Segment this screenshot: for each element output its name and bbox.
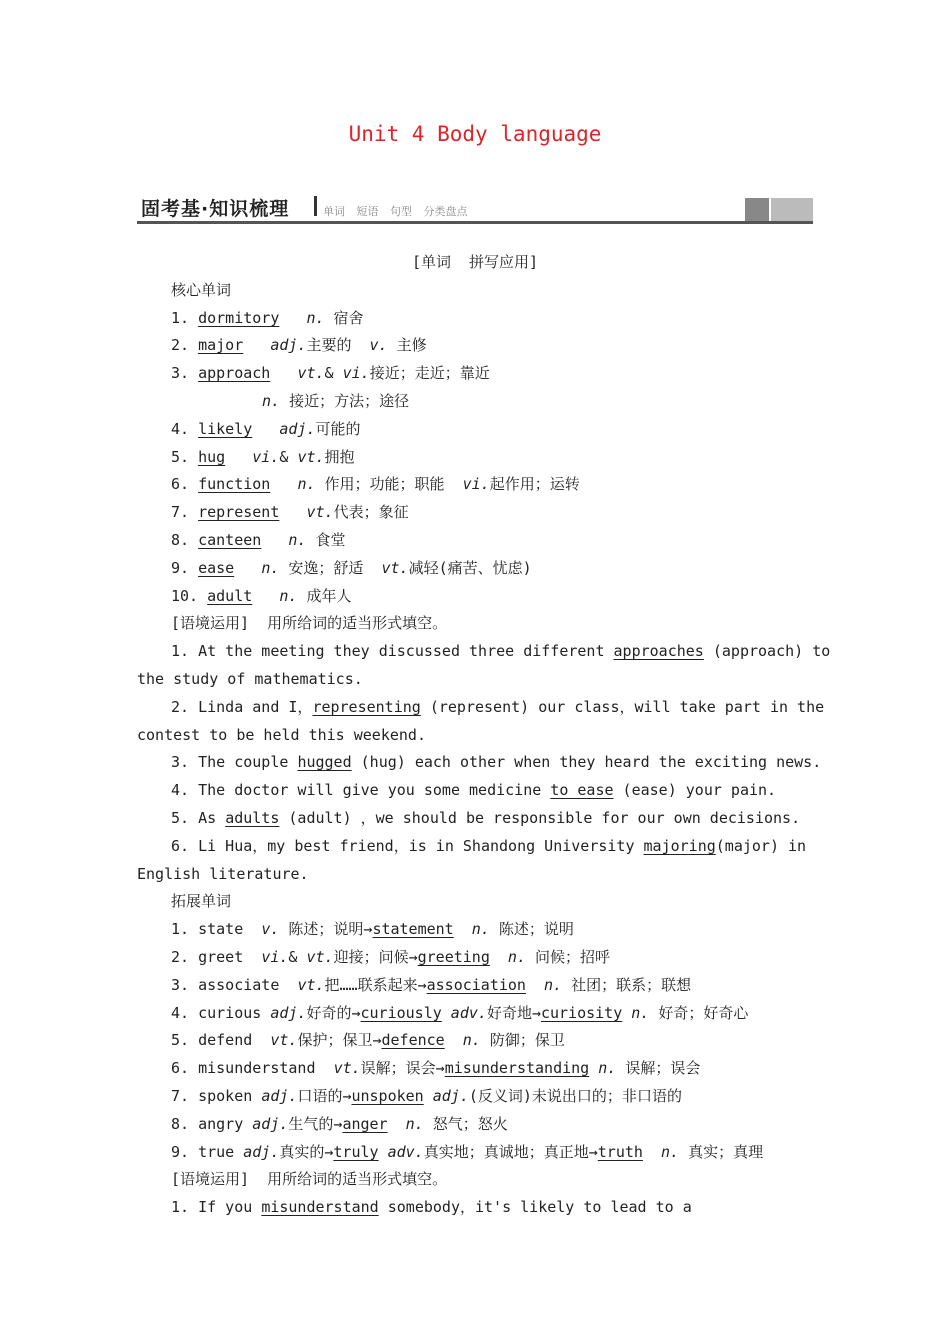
definition: 防御；保卫	[480, 1031, 565, 1049]
spacer	[270, 364, 297, 382]
definition: 口语的→	[297, 1087, 352, 1105]
part-of-speech: adj.	[270, 336, 307, 354]
exercise-text: contest to be held this weekend.	[137, 726, 426, 744]
core-word-entry	[171, 363, 490, 383]
entry-number: 3.	[171, 364, 199, 382]
definition: (反义词)未说出口的；非口语的	[468, 1087, 682, 1105]
entry-word: 9. true	[171, 1143, 244, 1161]
part-of-speech: vt.	[297, 448, 325, 466]
section-title-text: [单词 拼写应用]	[411, 253, 539, 271]
definition: &	[288, 948, 307, 966]
entry-number: 4.	[171, 420, 199, 438]
entry-number: 1.	[171, 309, 199, 327]
entry-word: 5. defend	[171, 1031, 271, 1049]
definition: 主要的	[306, 336, 370, 354]
exercise-text: 4. The doctor will give you some medicine	[171, 781, 551, 799]
section-header-subtitles	[323, 203, 476, 219]
definition: 减轻(痛苦、忧虑)	[408, 559, 532, 577]
definition: &	[324, 364, 343, 382]
answer-word: representing	[312, 698, 421, 716]
definition: 真实；真理	[679, 1143, 764, 1161]
part-of-speech: n.	[261, 559, 280, 577]
spacer	[279, 309, 306, 327]
header-sub-sentences: 句型	[390, 205, 412, 218]
answer-word: approaches	[613, 642, 704, 660]
spacer	[243, 336, 270, 354]
answer-word: likely	[198, 420, 253, 438]
part-of-speech: n.	[306, 309, 325, 327]
answer-word: defence	[381, 1031, 445, 1049]
part-of-speech: vi.	[252, 448, 280, 466]
definition: 接近；走近；靠近	[369, 364, 490, 382]
part-of-speech: v.	[369, 336, 388, 354]
part-of-speech: n.	[589, 1059, 617, 1077]
part-of-speech: n.	[288, 531, 307, 549]
spacer	[279, 503, 306, 521]
entry-number: 6.	[171, 475, 199, 493]
entry-number: 2.	[171, 336, 199, 354]
entry-word: 7. spoken	[171, 1087, 262, 1105]
answer-word: association	[426, 976, 526, 994]
definition: 迎接；问候→	[333, 948, 418, 966]
spacer	[252, 420, 279, 438]
entry-word: 3. associate	[171, 976, 298, 994]
part-of-speech: vt.	[333, 1059, 361, 1077]
definition: 好奇的→	[306, 1004, 361, 1022]
extend-word-entry	[171, 1030, 565, 1050]
part-of-speech: adj.	[252, 1115, 289, 1133]
answer-word: unspoken	[351, 1087, 424, 1105]
core-word-entry	[171, 586, 351, 606]
exercise-line	[171, 697, 824, 717]
part-of-speech: adj.	[270, 1004, 307, 1022]
exercise-line	[137, 669, 363, 689]
definition: 主修	[387, 336, 427, 354]
exercise-line	[137, 725, 426, 745]
exercise-text: English literature.	[137, 865, 309, 883]
extend-word-entry	[171, 947, 610, 967]
definition: 误解；误会→	[360, 1059, 445, 1077]
extend-word-entry	[171, 1086, 682, 1106]
answer-word: approach	[198, 364, 271, 382]
exercise-text: 2. Linda and I，	[171, 698, 313, 716]
core-words-label	[171, 280, 231, 300]
extend-word-entry	[171, 1114, 508, 1134]
section-title	[0, 252, 950, 272]
definition: 误解；误会	[616, 1059, 701, 1077]
core-word-entry	[171, 502, 409, 522]
header-decor-block-light	[771, 198, 813, 221]
exercise-text: 3. The couple	[171, 753, 298, 771]
part-of-speech: adj.	[423, 1087, 469, 1105]
answer-word: anger	[342, 1115, 388, 1133]
definition: 好奇；好奇心	[649, 1004, 749, 1022]
extend-word-entry	[171, 919, 574, 939]
exercise-line	[171, 752, 821, 772]
core-word-entry	[171, 530, 346, 550]
exercise-text: 5. As	[171, 809, 226, 827]
answer-word: dormitory	[198, 309, 280, 327]
extend-words-label	[171, 891, 231, 911]
definition: 真实地；真诚地；真正地→	[423, 1143, 598, 1161]
header-sub-words: 单词	[323, 205, 345, 218]
answer-word: major	[198, 336, 244, 354]
exercise-line	[171, 780, 776, 800]
definition: 生气的→	[288, 1115, 343, 1133]
exercise-text: (approach) to	[703, 642, 831, 660]
part-of-speech: n.	[453, 920, 490, 938]
answer-word: statement	[372, 920, 454, 938]
part-of-speech: n.	[622, 1004, 650, 1022]
exercise-text: (represent) our class，will take part in the	[420, 698, 825, 716]
answer-word: truth	[597, 1143, 643, 1161]
core-word-entry	[171, 474, 580, 494]
spacer	[261, 531, 288, 549]
extend-label-text: 拓展单词	[171, 892, 232, 910]
definition: 陈述；说明	[489, 920, 574, 938]
entry-number: 9.	[171, 559, 199, 577]
exercise-line	[171, 641, 830, 661]
definition: 代表；象征	[333, 503, 409, 521]
definition: 真实的→	[279, 1143, 334, 1161]
definition: 怒气；怒火	[423, 1115, 508, 1133]
entry-number: 8.	[171, 531, 199, 549]
definition: 拥抱	[324, 448, 355, 466]
exercise-label-text: [语境运用] 用所给词的适当形式填空。	[171, 1170, 448, 1188]
core-word-entry	[171, 447, 355, 467]
core-word-entry	[171, 558, 532, 578]
exercise-line	[171, 808, 800, 828]
part-of-speech: vt.	[306, 503, 334, 521]
extend-word-entry	[171, 1003, 748, 1023]
part-of-speech: adv.	[378, 1143, 424, 1161]
extend-word-entry	[171, 975, 691, 995]
core-word-entry	[171, 419, 361, 439]
definition: 可能的	[315, 420, 361, 438]
part-of-speech: vt.	[381, 559, 409, 577]
answer-word: represent	[198, 503, 280, 521]
answer-word: greeting	[417, 948, 490, 966]
part-of-speech: vt.	[306, 948, 334, 966]
part-of-speech: vi.	[261, 948, 289, 966]
core-word-entry	[171, 308, 364, 328]
part-of-speech: adv.	[441, 1004, 487, 1022]
definition: 把……联系起来→	[324, 976, 427, 994]
part-of-speech: vt.	[297, 976, 325, 994]
entry-word: 4. curious	[171, 1004, 271, 1022]
part-of-speech: n.	[279, 587, 298, 605]
part-of-speech: vi.	[342, 364, 370, 382]
exercise-line	[171, 836, 806, 856]
header-decor-block-dark	[745, 198, 769, 221]
entry-number: 5.	[171, 448, 199, 466]
part-of-speech: n.	[642, 1143, 680, 1161]
exercise-label-text: [语境运用] 用所给词的适当形式填空。	[171, 614, 448, 632]
header-sub-summary: 分类盘点	[423, 205, 468, 218]
definition: 问候；招呼	[525, 948, 611, 966]
answer-word: curiosity	[540, 1004, 623, 1022]
header-sub-phrases: 短语	[356, 205, 379, 218]
exercise-line	[137, 864, 309, 884]
definition: 食堂	[306, 531, 346, 549]
extend-word-entry	[171, 1058, 700, 1078]
part-of-speech: n.	[262, 392, 281, 410]
header-separator	[314, 196, 317, 216]
definition: 作用；功能；职能	[315, 475, 463, 493]
part-of-speech: vt.	[270, 1031, 298, 1049]
section-header-title: 固考基·知识梳理	[141, 198, 290, 220]
exercise-text: the study of mathematics.	[137, 670, 363, 688]
definition: 保护；保卫→	[297, 1031, 382, 1049]
spacer	[234, 559, 261, 577]
answer-word: misunderstand	[261, 1198, 379, 1216]
answer-word: ease	[198, 559, 235, 577]
exercise-line	[171, 1197, 692, 1217]
definition: &	[279, 448, 298, 466]
part-of-speech: n.	[525, 976, 563, 994]
part-of-speech: v.	[261, 920, 280, 938]
answer-word: curiously	[360, 1004, 442, 1022]
definition: 宿舍	[324, 309, 364, 327]
part-of-speech: n.	[444, 1031, 481, 1049]
entry-word: 1. state	[171, 920, 262, 938]
entry-word: 8. angry	[171, 1115, 253, 1133]
definition: 起作用；运转	[489, 475, 580, 493]
part-of-speech: vt.	[297, 364, 325, 382]
entry-word: 2. greet	[171, 948, 262, 966]
entry-number: 10.	[171, 587, 208, 605]
part-of-speech: n.	[489, 948, 526, 966]
spacer	[270, 475, 297, 493]
definition: 成年人	[297, 587, 352, 605]
definition: 社团；联系；联想	[562, 976, 692, 994]
exercise-label	[171, 613, 447, 633]
exercise-text: (hug) each other when they heard the exciting news.	[351, 753, 822, 771]
exercise-text: 6. Li Hua，my best friend，is in Shandong University	[171, 837, 644, 855]
core-word-entry	[171, 335, 427, 355]
definition: 接近；方法；途径	[280, 392, 410, 410]
part-of-speech: n.	[297, 475, 316, 493]
spacer	[225, 448, 252, 466]
part-of-speech: adj.	[261, 1087, 298, 1105]
exercise-text: 1. If you	[171, 1198, 262, 1216]
exercise-text: 1. At the meeting they discussed three different	[171, 642, 614, 660]
answer-word: adult	[207, 587, 253, 605]
answer-word: hugged	[297, 753, 352, 771]
exercise-text: (ease) your pain.	[613, 781, 777, 799]
part-of-speech: vi.	[462, 475, 490, 493]
answer-word: majoring	[643, 837, 716, 855]
answer-word: canteen	[198, 531, 262, 549]
answer-word: adults	[225, 809, 280, 827]
spacer	[252, 587, 279, 605]
answer-word: function	[198, 475, 271, 493]
exercise-text: somebody，it's likely to lead to a	[378, 1198, 692, 1216]
part-of-speech: n.	[387, 1115, 424, 1133]
answer-word: to ease	[550, 781, 614, 799]
section-header-bar	[137, 194, 813, 224]
exercise-label-2	[171, 1169, 447, 1189]
definition: 安逸；舒适	[279, 559, 382, 577]
part-of-speech: adj.	[243, 1143, 280, 1161]
page-title: Unit 4 Body language	[348, 122, 602, 146]
header-rule	[137, 221, 813, 224]
core-word-entry	[262, 391, 409, 411]
answer-word: truly	[333, 1143, 379, 1161]
definition: 好奇地→	[486, 1004, 541, 1022]
answer-word: hug	[198, 448, 226, 466]
answer-word: misunderstanding	[444, 1059, 590, 1077]
entry-word: 6. misunderstand	[171, 1059, 334, 1077]
entry-number: 7.	[171, 503, 199, 521]
exercise-text: (major) in	[715, 837, 807, 855]
extend-word-entry	[171, 1142, 763, 1162]
definition: 陈述；说明→	[279, 920, 373, 938]
part-of-speech: adj.	[279, 420, 316, 438]
exercise-text: (adult) ，we should be responsible for our own decisions.	[279, 809, 801, 827]
core-label-text: 核心单词	[171, 281, 232, 299]
